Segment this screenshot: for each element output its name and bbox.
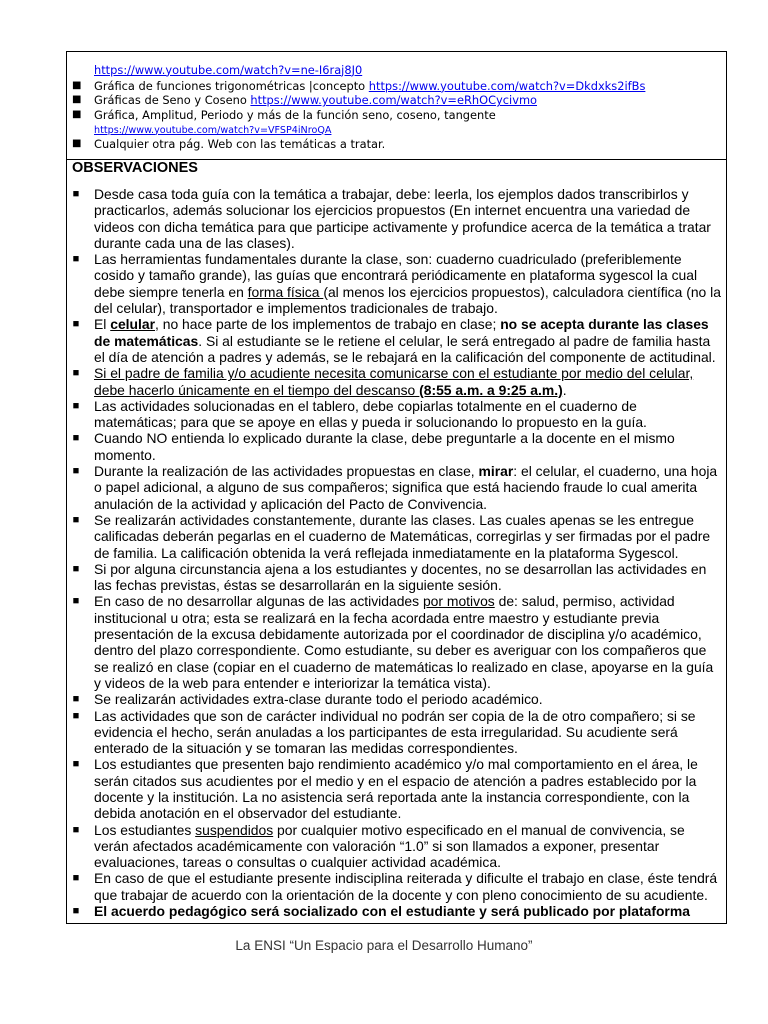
bullet-icon: ■ (72, 758, 80, 771)
item-underlined: forma física (247, 283, 324, 300)
bullet-icon: ■ (72, 253, 80, 266)
item-text: (al menos los ejercicios propuestos), calculadora científica (no la del celular), transportador e implementos tradicionales de trabajo. (94, 283, 721, 317)
observacion-item (72, 903, 722, 919)
link-url[interactable]: https://www.youtube.com/watch?v=Dkdxks2ifBs (368, 78, 646, 93)
link-text: Cualquier otra pág. Web con las temáticas a tratar. (94, 136, 386, 151)
bullet-icon: ■ (72, 872, 80, 885)
observacion-item (72, 561, 722, 594)
links-list (72, 79, 722, 152)
link-item (72, 108, 722, 123)
link-item-continuation (72, 123, 722, 137)
item-text: , no hace parte de los implementos de trabajo en clase; (155, 316, 501, 333)
observacion-item (72, 430, 722, 463)
bullet-icon: ■ (72, 432, 80, 445)
item-text: El (94, 316, 111, 333)
document-table (66, 51, 727, 924)
observacion-item (72, 691, 722, 707)
observaciones-heading: OBSERVACIONES (72, 160, 198, 176)
link-url[interactable]: https://www.youtube.com/watch?v=ne-I6raj8J0 (94, 62, 363, 77)
bullet-icon: ■ (72, 823, 80, 836)
item-text: Las herramientas fundamentales durante la clase, son: cuaderno cuadriculado (preferiblemente cosido y tamaño grande), las guías que encontrará periódicamente en plataforma sygescol la cual debe siempre tenerla en (94, 251, 698, 300)
link-text: Gráfica de funciones trigonométricas |concepto (94, 78, 369, 93)
item-bold: no se acepta durante las clases de matemáticas (94, 316, 709, 349)
bullet-icon: ■ (72, 367, 80, 380)
link-item (72, 79, 722, 94)
observacion-item (72, 365, 722, 398)
item-text: Las actividades que son de carácter individual no podrán ser copia de la de otro compañero; si se evidencia el hecho, serán anuladas a los participantes de esta irregularidad. Su acudiente será enterado de la situación y se tomaran las medidas correspondientes. (94, 707, 696, 757)
link-url[interactable]: https://www.youtube.com/watch?v=eRhOCycivmo (250, 93, 538, 108)
observaciones-list (72, 186, 722, 919)
observacion-item (72, 186, 722, 251)
observacion-item (72, 316, 722, 365)
item-text: Durante la realización de las actividades propuestas en clase, (94, 463, 479, 480)
item-text: Los estudiantes (94, 821, 196, 838)
bullet-icon: ■ (72, 137, 82, 149)
item-bold-underlined: (8:55 a.m. a 9:25 a.m.) (419, 381, 563, 398)
observacion-item (72, 512, 722, 561)
link-item (72, 137, 722, 152)
bullet-icon: ■ (72, 513, 80, 526)
item-text: Cuando NO entienda lo explicado durante la clase, debe preguntarle a la docente en el mismo momento. (94, 430, 675, 463)
item-text: Se realizarán actividades constantemente, durante las clases. Las cuales apenas se les entregue calificadas deberán pegarlas en el cuaderno de Matemáticas, corregirlas y ser firmadas por el padre de familia. La calificación obtenida la verá reflejada inmediatamente en la plataforma Sygescol. (94, 511, 711, 561)
link-top[interactable] (72, 61, 722, 79)
observacion-item (72, 822, 722, 871)
observacion-item (72, 756, 722, 821)
observacion-item (72, 251, 722, 316)
observacion-item (72, 463, 722, 512)
bullet-icon: ■ (72, 562, 80, 575)
item-text: Si por alguna circunstancia ajena a los estudiantes y docentes, no se desarrollan las actividades en las fechas previstas, éstas se desarrollarán en la siguiente sesión. (94, 560, 707, 594)
bullet-icon: ■ (72, 109, 82, 120)
observacion-item (72, 870, 722, 903)
item-text: En caso de no desarrollar algunas de las actividades (94, 593, 423, 610)
item-text: Desde casa toda guía con la temática a trabajar, debe: leerla, los ejemplos dados transcribirlos y practicarlos, además solucionar los ejercicios propuestos (En internet encuentra una variedad de videos con dicha temática para que participe activamente y profundice acerca de la temática a tratar durante cada una de las clases). (94, 186, 711, 251)
item-underlined: Si el padre de familia y/o acudiente necesita comunicarse con el estudiante por medio del celular, debe hacerlo únicamente en el tiempo del descanso (94, 365, 694, 398)
item-bold: mirar (478, 463, 514, 480)
bullet-icon: ■ (72, 318, 80, 331)
bullet-icon: ■ (72, 465, 80, 478)
item-text: Se realizarán actividades extra-clase durante todo el periodo académico. (94, 691, 543, 708)
item-underlined: suspendidos (195, 821, 274, 838)
observaciones-cell (67, 160, 727, 924)
observacion-item (72, 593, 722, 691)
links-cell (67, 52, 727, 160)
link-text: Gráficas de Seno y Coseno (94, 93, 251, 108)
bullet-icon: ■ (72, 79, 82, 91)
item-text: : el celular, el cuaderno, una hoja o papel adicional, a alguno de sus compañeros; significa que está haciendo fraude lo cual amerita anulación de la actividad y aplicación del Pacto de Convivencia. (94, 463, 718, 512)
link-text: Gráfica, Amplitud, Periodo y más de la función seno, coseno, tangente (94, 108, 496, 122)
item-bold: El acuerdo pedagógico será socializado con el estudiante y será publicado por plataforma (94, 903, 690, 920)
link-url[interactable]: https://www.youtube.com/watch?v=VFSP4iNroQA (94, 124, 332, 136)
bullet-icon: ■ (72, 188, 80, 200)
item-bold-underlined: celular (110, 316, 156, 333)
bullet-icon: ■ (72, 693, 80, 706)
item-underlined: por motivos (422, 593, 495, 610)
observacion-item (72, 708, 722, 757)
item-text: de: salud, permiso, actividad institucional u otra; esta se realizará en la fecha acordada entre maestro y estudiante previa presentación de la excusa debidamente autorizada por el coordinador de disciplina y/o académico, dentro del plazo correspondiente. Como estudiante, su deber es averiguar con los compañeros que se realizó en clase (copiar en el cuaderno de matemáticas lo realizado en clase, apoyarse en la guía y videos de la web para entender e interiorizar la temática vista). (94, 593, 714, 691)
item-text: . (562, 381, 567, 398)
bullet-icon: ■ (72, 399, 80, 412)
item-text: En caso de que el estudiante presente indisciplina reiterada y dificulte el trabajo en clase, éste tendrá que trabajar de acuerdo con la orientación de la docente y con pleno conocimiento de su acudiente. (94, 870, 718, 903)
observacion-item (72, 398, 722, 431)
bullet-icon: ■ (72, 94, 82, 106)
item-text: Los estudiantes que presenten bajo rendimiento académico y/o mal comportamiento en el área, le serán citados sus acudientes por el medio y en el espacio de atención a padres establecido por la docente y la institución. La no asistencia será reportada ante la instancia correspondiente, con la debida anotación en el observador del estudiante. (94, 756, 698, 822)
footer-text: La ENSI “Un Espacio para el Desarrollo Humano” (235, 938, 533, 953)
bullet-icon: ■ (72, 905, 80, 918)
bullet-icon: ■ (72, 709, 80, 722)
bullet-icon: ■ (72, 595, 80, 608)
item-text: . Si al estudiante se le retiene el celular, le será entregado al padre de familia hasta el día de atención a padres y además, se le rebajará en la calificación del componente de actitudinal. (94, 332, 716, 365)
link-item (72, 93, 722, 108)
item-text: por cualquier motivo especificado en el manual de convivencia, se verán afectados académicamente con valoración “1.0” si son llamados a exponer, presentar evaluaciones, tareas o consultas o cualquier actividad académica. (94, 821, 685, 871)
item-text: Las actividades solucionadas en el tablero, debe copiarlas totalmente en el cuaderno de matemáticas; para que se apoye en ellas y pueda ir solucionando lo propuesto en la guía. (94, 397, 647, 431)
